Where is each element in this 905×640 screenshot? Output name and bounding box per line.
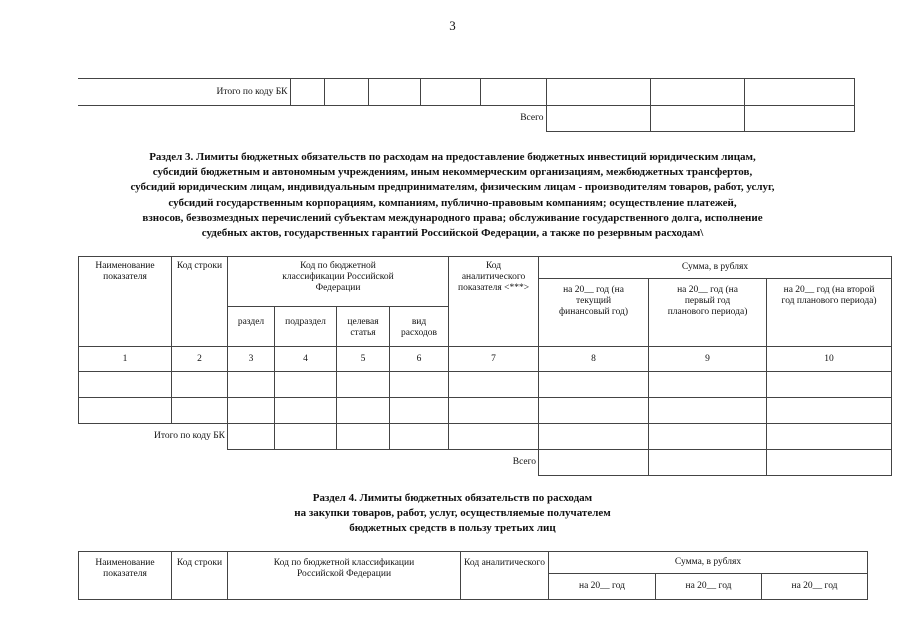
section4-title-line: бюджетных средств в пользу третьих лиц	[349, 522, 556, 535]
header-analytic-code: Код аналитического показателя <***>	[449, 257, 539, 347]
col-number: 6	[390, 347, 449, 372]
total-label: Всего	[520, 113, 544, 124]
col-number: 4	[275, 347, 337, 372]
section3-title-line: субсидий государственным корпорациям, компаниям, публично-правовым компаниям; осуществление платежей,	[168, 196, 737, 209]
col-number: 8	[539, 347, 649, 372]
header-sum: Сумма, в рублях	[539, 257, 892, 279]
section4-table	[78, 551, 868, 600]
header-year2: на 20__ год	[656, 574, 762, 600]
col-number: 2	[172, 347, 228, 372]
header-year1: на 20__ год (на текущий финансовый год)	[539, 279, 649, 347]
header-year1: на 20__ год	[549, 574, 656, 600]
section4-title-line: на закупки товаров, работ, услуг, осуществляемые получателем	[294, 507, 611, 520]
section3-title-line: субсидий юридическим лицам, индивидуальным предпринимателям, физическим лицам - производителям товаров, работ, услуг,	[130, 181, 775, 194]
total-bk-label: Итого по коду БК	[79, 424, 228, 450]
header-year3: на 20__ год	[762, 574, 868, 600]
total-bk-label: Итого по коду БК	[78, 79, 290, 106]
header-analytic-code: Код аналитического	[461, 552, 549, 600]
col-number: 7	[449, 347, 539, 372]
header-row-code: Код строки	[172, 552, 228, 600]
header-row-code: Код строки	[172, 257, 228, 347]
section3-title-line: Раздел 3. Лимиты бюджетных обязательств по расходам на предоставление бюджетных инвестиций юридическим лицам,	[149, 151, 756, 163]
total-label: Всего	[512, 457, 537, 468]
header-year3: на 20__ год (на второй год планового периода)	[767, 279, 892, 347]
header-year2: на 20__ год (на первый год планового периода)	[649, 279, 767, 347]
header-expense-type: вид расходов	[390, 307, 449, 347]
col-number: 3	[228, 347, 275, 372]
table-row	[79, 398, 892, 424]
header-section: раздел	[228, 307, 275, 347]
section3-title-line: субсидий бюджетным и автономным учреждениям, иным некоммерческим организациям, межбюджетных трансфертов,	[152, 166, 753, 179]
section4-title-line: Раздел 4. Лимиты бюджетных обязательств по расходам	[312, 492, 593, 504]
header-name: Наименование показателя	[79, 257, 172, 347]
col-number: 10	[767, 347, 892, 372]
table-row	[79, 372, 892, 398]
section3-table	[78, 256, 892, 476]
header-bk-code: Код по бюджетной классификации Российской Федерации	[228, 257, 449, 307]
top-table	[78, 78, 855, 132]
section3-title-line: судебных актов, государственных гарантий Российской Федерации, а также по резервным расходам\	[201, 227, 704, 240]
col-number: 9	[649, 347, 767, 372]
header-subsection: подраздел	[275, 307, 337, 347]
header-sum: Сумма, в рублях	[549, 552, 868, 574]
col-number: 1	[79, 347, 172, 372]
section4-title	[40, 491, 865, 537]
page-number: 3	[449, 18, 456, 33]
col-number: 5	[337, 347, 390, 372]
section3-title-line: взносов, безвозмездных перечислений субъектам международного права; обслуживание государственного долга, исполнение	[142, 211, 763, 224]
header-bk-code: Код по бюджетной классификации Российской Федерации	[228, 552, 461, 600]
section3-title	[40, 150, 865, 241]
header-name: Наименование показателя	[79, 552, 172, 600]
header-target: целевая статья	[337, 307, 390, 347]
